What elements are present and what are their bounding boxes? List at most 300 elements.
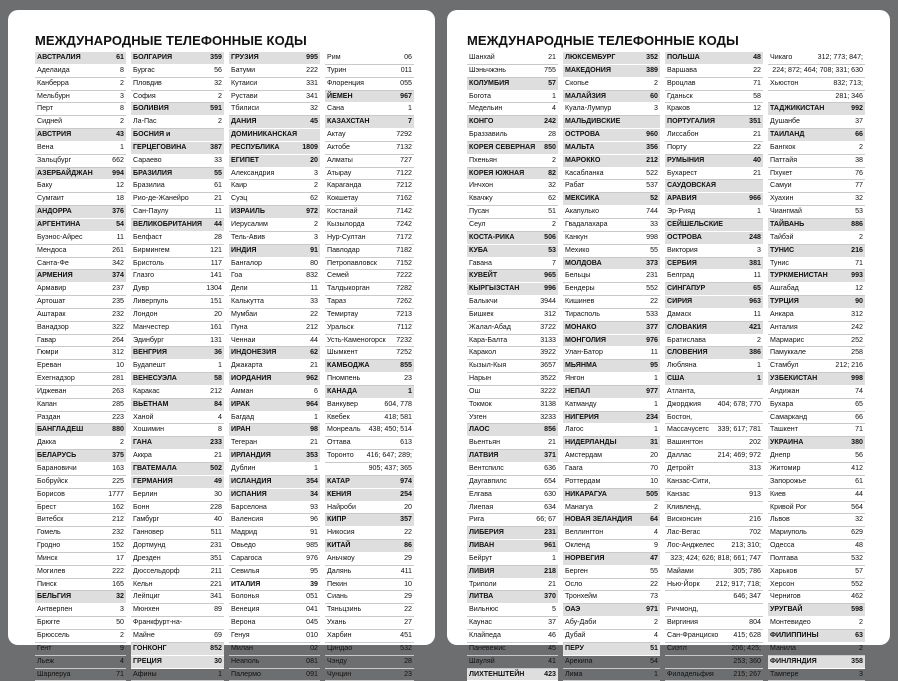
place-name: Актау [327, 129, 346, 141]
phone-code: 65 [753, 283, 761, 295]
place-name: Ташкент [770, 424, 798, 436]
city-row [768, 116, 865, 129]
country-row [229, 129, 320, 142]
city-row [131, 335, 224, 348]
phone-code: 21 [548, 437, 556, 449]
place-name: Гавар [37, 335, 56, 347]
city-row [563, 669, 660, 681]
city-row [35, 155, 126, 168]
phone-code: 1 [654, 399, 658, 411]
place-name: Барселона [231, 502, 267, 514]
phone-code: 55 [214, 168, 222, 180]
place-name: Баку [37, 180, 52, 192]
country-row [768, 656, 865, 669]
city-row [665, 335, 763, 348]
city-row [35, 604, 126, 617]
city-row [467, 514, 558, 527]
city-row [131, 322, 224, 335]
city-row [467, 193, 558, 206]
codes-column [325, 52, 414, 681]
city-row [768, 502, 865, 515]
place-name: ТАИЛАНД [770, 129, 804, 141]
country-row [467, 424, 558, 437]
phone-code: 7222 [396, 270, 412, 282]
phone-code: 423 [544, 669, 556, 681]
phone-code: 40 [753, 155, 761, 167]
phone-code: 95 [650, 360, 658, 372]
city-row [131, 245, 224, 258]
city-row [229, 65, 320, 78]
place-name: Бостон, [667, 412, 692, 424]
place-name: ИСЛАНДИЯ [231, 476, 272, 488]
phone-code: 4 [218, 412, 222, 424]
place-name: Иджеван [37, 386, 66, 398]
city-row [563, 309, 660, 322]
phone-code: 2 [859, 617, 863, 629]
phone-code: 8 [120, 103, 124, 115]
country-row [768, 245, 865, 258]
phone-code: 2 [859, 643, 863, 655]
phone-code: 2 [120, 116, 124, 128]
place-name: БОЛГАРИЯ [133, 52, 172, 64]
place-name: Паттайя [770, 155, 797, 167]
phone-code: 1 [120, 142, 124, 154]
place-name: Лима [565, 669, 582, 681]
phone-code: 3 [314, 232, 318, 244]
phone-code: 23 [404, 669, 412, 681]
city-row [467, 155, 558, 168]
country-row [768, 219, 865, 232]
city-row [665, 669, 763, 681]
phone-code: 216 [851, 245, 863, 257]
city-row [768, 168, 865, 181]
city-row [229, 386, 320, 399]
country-row [131, 52, 224, 65]
city-row [131, 91, 224, 104]
phone-code: 312 [851, 309, 863, 321]
place-name: МЕКСИКА [565, 193, 600, 205]
place-name: ВЕЛИКОБРИТАНИЯ [133, 219, 202, 231]
country-row [131, 129, 224, 142]
city-row [131, 604, 224, 617]
place-name: Амстердам [565, 450, 602, 462]
country-row [665, 180, 763, 193]
place-name: ИНДОНЕЗИЯ [231, 347, 276, 359]
country-row [467, 566, 558, 579]
place-name: Чикаго [770, 52, 792, 64]
phone-code: 4 [120, 656, 124, 668]
place-name: Аккра [133, 450, 152, 462]
place-name: СИНГАПУР [667, 283, 705, 295]
phone-code: 7242 [396, 219, 412, 231]
city-row [467, 206, 558, 219]
phone-code: 214; 469; 972 [718, 450, 761, 462]
country-row [467, 591, 558, 604]
place-name: Гавана [469, 258, 492, 270]
city-row [665, 424, 763, 437]
city-row [325, 258, 414, 271]
city-row [665, 489, 763, 502]
phone-code: 373 [646, 258, 658, 270]
phone-code: 533 [646, 309, 658, 321]
city-row [467, 604, 558, 617]
phone-code: 7232 [396, 335, 412, 347]
country-row [325, 476, 414, 489]
country-row [35, 206, 126, 219]
city-row [229, 283, 320, 296]
city-row [467, 347, 558, 360]
phone-code: 537 [646, 180, 658, 192]
place-name: ЛИТВА [469, 591, 493, 603]
place-name: ИТАЛИЯ [231, 579, 260, 591]
country-row [467, 116, 558, 129]
city-row [131, 540, 224, 553]
country-row [563, 52, 660, 65]
country-row [131, 103, 224, 116]
phone-code: 389 [646, 65, 658, 77]
place-name: СЕЙШЕЛЬСКИЕ [667, 219, 723, 231]
phone-code: 22 [404, 604, 412, 616]
phone-code: 95 [310, 566, 318, 578]
phone-code: 152 [112, 540, 124, 552]
phone-code: 351 [210, 553, 222, 565]
place-name: Лос-Анджелес [667, 540, 714, 552]
phone-code: 613 [400, 437, 412, 449]
city-row [563, 270, 660, 283]
phone-code: 386 [749, 347, 761, 359]
phone-code: 995 [306, 52, 318, 64]
place-name: Дамаск [667, 309, 691, 321]
place-name: Ханой [133, 412, 154, 424]
phone-code: 231 [646, 270, 658, 282]
place-name: Багдад [231, 412, 254, 424]
place-name: ТАЙВАНЬ [770, 219, 804, 231]
place-name: Гомель [37, 527, 61, 539]
place-name: Майами [667, 566, 694, 578]
phone-code: 58 [214, 373, 222, 385]
place-name: Ванадзор [37, 322, 69, 334]
place-name: Костанай [327, 206, 358, 218]
place-name: Бразилиа [133, 180, 165, 192]
place-name: Манила [770, 643, 796, 655]
place-name: ИСПАНИЯ [231, 489, 267, 501]
place-name: Циндао [327, 643, 352, 655]
country-row [563, 437, 660, 450]
phone-code: 352 [646, 52, 658, 64]
phone-code: 3922 [540, 347, 556, 359]
country-row [563, 335, 660, 348]
phone-code: 506 [544, 232, 556, 244]
phone-code: 20 [404, 502, 412, 514]
phone-code: 905; 437; 365 [369, 463, 412, 475]
left-page [8, 10, 435, 645]
phone-code: 216 [749, 514, 761, 526]
place-name: Ош [469, 386, 480, 398]
place-name: Триполи [469, 579, 497, 591]
place-name: Бендеры [565, 283, 595, 295]
codes-columns [467, 52, 865, 681]
place-name: Тирасполь [565, 309, 600, 321]
place-name: СЕРБИЯ [667, 258, 697, 270]
city-row [325, 669, 414, 681]
phone-code: 18 [116, 193, 124, 205]
place-name: Барановичи [37, 463, 77, 475]
phone-code: 381 [749, 258, 761, 270]
place-name: Варшава [667, 65, 697, 77]
place-name: НЕПАЛ [565, 386, 590, 398]
phone-code: 32 [855, 514, 863, 526]
city-row [229, 335, 320, 348]
place-name: Петропавловск [327, 258, 377, 270]
place-name: Рабат [565, 180, 584, 192]
phone-code: 7252 [396, 347, 412, 359]
place-name: КАМБОДЖА [327, 360, 369, 372]
city-row [467, 180, 558, 193]
country-row [131, 347, 224, 360]
place-name: ЛЮКСЕМБУРГ [565, 52, 615, 64]
city-row [665, 103, 763, 116]
place-name: Узген [469, 412, 487, 424]
country-row [131, 168, 224, 181]
place-name: ЛАОС [469, 424, 490, 436]
city-row [325, 347, 414, 360]
phone-code: 412 [851, 463, 863, 475]
city-row [35, 463, 126, 476]
city-row [229, 193, 320, 206]
place-name: Глазго [133, 270, 154, 282]
city-row [35, 412, 126, 425]
city-row [229, 322, 320, 335]
city-row [768, 155, 865, 168]
country-row [229, 52, 320, 65]
city-row [325, 219, 414, 232]
place-name: Антверпен [37, 604, 72, 616]
page-title: МЕЖДУНАРОДНЫЕ ТЕЛЕФОННЫЕ КОДЫ [467, 33, 739, 48]
place-name: Медельин [469, 103, 502, 115]
city-row [563, 630, 660, 643]
city-row [325, 424, 414, 437]
place-name: Тайбэй [770, 232, 794, 244]
place-name: ТУРЦИЯ [770, 296, 799, 308]
phone-code: 411 [401, 566, 412, 578]
place-name: Душанбе [770, 116, 800, 128]
city-row [665, 412, 763, 425]
place-name: Даугавпилс [469, 476, 507, 488]
place-name: Сан-Паулу [133, 206, 168, 218]
country-row [131, 219, 224, 232]
country-row [563, 489, 660, 502]
city-row [665, 540, 763, 553]
city-row [665, 360, 763, 373]
phone-code: 2 [314, 180, 318, 192]
city-row [665, 78, 763, 91]
place-name: Бангалор [231, 258, 262, 270]
place-name: Житомир [770, 463, 800, 475]
phone-code: 852 [210, 643, 222, 655]
phone-code: 11 [754, 270, 761, 282]
place-name: Дортмунд [133, 540, 165, 552]
city-row [229, 630, 320, 643]
city-row [325, 579, 414, 592]
place-name: Одесса [770, 540, 795, 552]
city-row [768, 489, 865, 502]
country-row [768, 296, 865, 309]
phone-code: 2 [552, 219, 556, 231]
phone-code: 32 [116, 591, 124, 603]
city-row [229, 437, 320, 450]
phone-code: 998 [851, 373, 863, 385]
codes-column [131, 52, 224, 681]
city-row [665, 129, 763, 142]
phone-code: 055 [400, 78, 412, 90]
place-name: РЕСПУБЛИКА [231, 142, 280, 154]
place-name: Мармарис [770, 335, 804, 347]
country-row [563, 360, 660, 373]
phone-code: 224; 872; 464; 708; 331; 630 [772, 65, 863, 77]
phone-code: 502 [210, 463, 222, 475]
city-row [35, 540, 126, 553]
phone-code: 70 [650, 463, 658, 475]
phone-code: 2 [552, 155, 556, 167]
place-name: УРУГВАЙ [770, 604, 802, 616]
place-name: Кливленд, [667, 502, 701, 514]
city-row [325, 232, 414, 245]
country-row [229, 579, 320, 592]
place-name: Киев [770, 489, 786, 501]
city-row [665, 450, 763, 463]
place-name: Буэнос-Айрес [37, 232, 83, 244]
country-row [563, 322, 660, 335]
phone-code: 21 [310, 437, 318, 449]
place-name: ГАНА [133, 437, 152, 449]
city-row [35, 103, 126, 116]
phone-code: 3657 [540, 360, 556, 372]
phone-code: 39 [310, 579, 318, 591]
city-row [35, 476, 126, 489]
place-name: Манагуа [565, 502, 593, 514]
place-name: ОСТРОВА [667, 232, 702, 244]
phone-code: 231 [544, 527, 556, 539]
place-name: Афины [133, 669, 157, 681]
place-name: Атырау [327, 168, 351, 180]
place-name: Нур-Султан [327, 232, 366, 244]
country-row [563, 142, 660, 155]
place-name: Берген [565, 566, 588, 578]
phone-code: 339; 617; 781 [718, 424, 761, 436]
country-row [563, 604, 660, 617]
country-row [768, 373, 865, 386]
place-name: Талдыкорган [327, 283, 370, 295]
city-row [35, 193, 126, 206]
place-name: Сиэтл [667, 643, 687, 655]
country-row [229, 245, 320, 258]
phone-code: 61 [214, 180, 222, 192]
city-row [768, 386, 865, 399]
city-row [35, 669, 126, 681]
phone-code: 56 [855, 450, 863, 462]
place-name: ЛАТВИЯ [469, 450, 498, 462]
phone-code: 9 [120, 643, 124, 655]
phone-code: 98 [310, 424, 318, 436]
phone-code: 82 [548, 168, 556, 180]
phone-code: 7 [408, 116, 412, 128]
phone-code: 242 [851, 322, 863, 334]
place-name: Брюгге [37, 617, 60, 629]
place-name: Дрезден [133, 553, 161, 565]
phone-code: 12 [116, 180, 124, 192]
phone-code: 212; 216 [835, 360, 863, 372]
place-name: Куала-Лумпур [565, 103, 611, 115]
phone-code: 33 [650, 219, 658, 231]
country-row [768, 270, 865, 283]
phone-code: 20 [214, 309, 222, 321]
phone-code: 323; 424; 626; 818; 661; 747 [670, 553, 761, 565]
phone-code: 7132 [396, 142, 412, 154]
phone-code: 010 [306, 630, 318, 642]
place-name: Херсон [770, 579, 794, 591]
phone-code: 06 [404, 52, 412, 64]
place-name: Никосия [327, 527, 355, 539]
city-row [131, 424, 224, 437]
phone-code: 38 [855, 155, 863, 167]
place-name: Армавир [37, 283, 66, 295]
place-name: Джакарта [231, 360, 263, 372]
place-name: ТУРКМЕНИСТАН [770, 270, 828, 282]
place-name: ВЕНГРИЯ [133, 347, 167, 359]
city-row [665, 65, 763, 78]
place-name: Болонья [231, 591, 259, 603]
place-name: ПОЛЬША [667, 52, 700, 64]
place-name: Палермо [231, 669, 261, 681]
phone-code: 045 [306, 617, 318, 629]
place-name: Вильнюс [469, 604, 498, 616]
place-name: Кельн [133, 579, 153, 591]
city-row [665, 604, 763, 617]
phone-code: 552 [851, 579, 863, 591]
place-name: Пхукет [770, 168, 792, 180]
place-name: Вашингтон [667, 437, 703, 449]
place-name: Ашгабад [770, 283, 799, 295]
country-row [229, 347, 320, 360]
city-row [131, 566, 224, 579]
place-name: Джорджия [667, 399, 701, 411]
city-row [665, 514, 763, 527]
phone-code: 163 [112, 463, 124, 475]
city-row [467, 103, 558, 116]
country-row [35, 168, 126, 181]
city-row [467, 373, 558, 386]
place-name: Витебск [37, 514, 63, 526]
country-row [35, 219, 126, 232]
phone-code: 1809 [302, 142, 318, 154]
phone-code: 61 [116, 52, 124, 64]
phone-code: 1777 [108, 489, 124, 501]
place-name: ТАДЖИКИСТАН [770, 103, 824, 115]
phone-code: 1 [408, 386, 412, 398]
city-row [131, 450, 224, 463]
phone-code: 994 [112, 168, 124, 180]
city-row [325, 335, 414, 348]
place-name: ПЕРУ [565, 643, 584, 655]
city-row [35, 91, 126, 104]
phone-code: 261 [112, 245, 124, 257]
place-name: Милан [231, 643, 253, 655]
place-name: Хошимин [133, 424, 164, 436]
phone-code: 091 [306, 669, 318, 681]
place-name: Даллас [667, 450, 692, 462]
city-row [768, 412, 865, 425]
city-row [467, 617, 558, 630]
